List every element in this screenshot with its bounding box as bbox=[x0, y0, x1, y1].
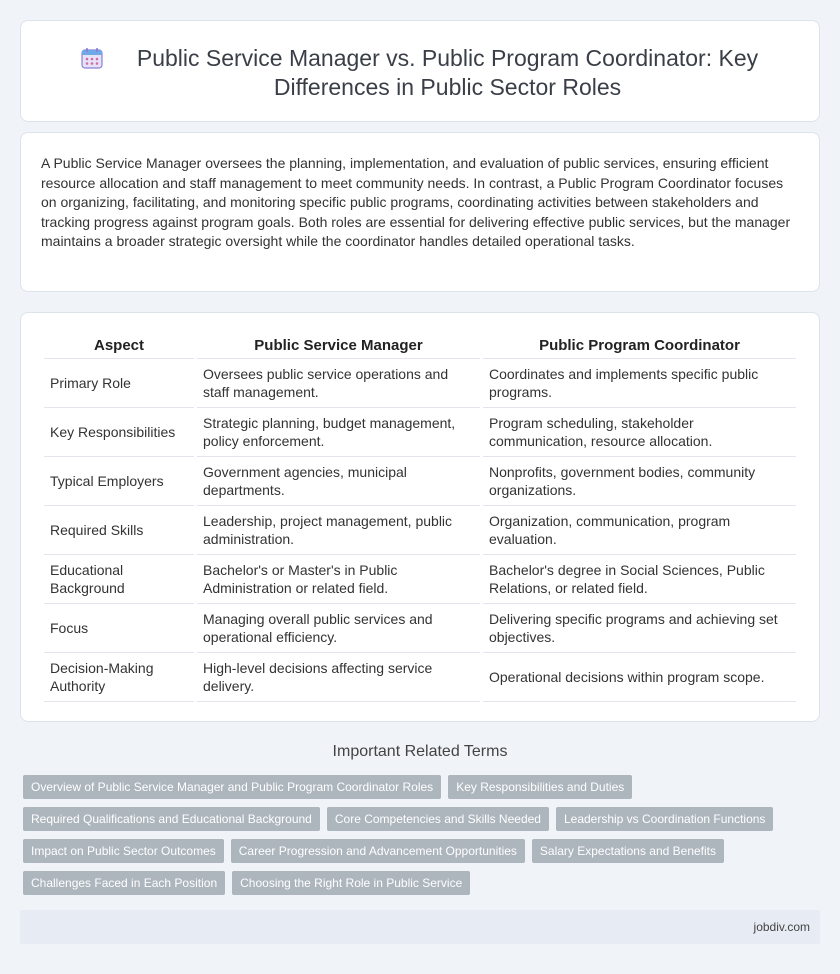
table-row bbox=[44, 555, 796, 604]
table-row bbox=[44, 359, 796, 408]
related-term-tag[interactable]: Core Competencies and Skills Needed bbox=[327, 807, 549, 831]
table-cell-coordinator: Coordinates and implements specific public programs. bbox=[483, 359, 796, 408]
footer-site-link[interactable]: jobdiv.com bbox=[753, 920, 810, 934]
table-row bbox=[44, 506, 796, 555]
column-header-aspect: Aspect bbox=[44, 333, 194, 359]
table-row bbox=[44, 604, 796, 653]
table-row bbox=[44, 408, 796, 457]
related-term-tag[interactable]: Salary Expectations and Benefits bbox=[532, 839, 724, 863]
table-cell-manager: Bachelor's or Master's in Public Administration or related field. bbox=[197, 555, 480, 604]
intro-paragraph: A Public Service Manager oversees the planning, implementation, and evaluation of public services, ensuring efficient resource allocation and staff management to meet community needs. In contrast, a Public Program Coordinator focuses on organizing, facilitating, and monitoring specific public programs, coordinating activities between stakeholders and tracking progress against program goals. Both roles are essential for delivering effective public services, but the manager maintains a broader strategic oversight while the coordinator handles detailed operational tasks. bbox=[41, 155, 791, 249]
footer bbox=[20, 910, 820, 944]
table-cell-aspect: Typical Employers bbox=[44, 457, 194, 506]
table-cell-coordinator: Program scheduling, stakeholder communication, resource allocation. bbox=[483, 408, 796, 457]
related-term-tag[interactable]: Overview of Public Service Manager and Public Program Coordinator Roles bbox=[23, 775, 441, 799]
related-term-tag[interactable]: Impact on Public Sector Outcomes bbox=[23, 839, 224, 863]
comparison-table bbox=[41, 333, 799, 702]
table-cell-aspect: Focus bbox=[44, 604, 194, 653]
page-title: Public Service Manager vs. Public Program Coordinator: Key Differences in Public Sector Roles bbox=[136, 45, 759, 100]
table-header-row bbox=[44, 333, 796, 359]
related-term-tag[interactable]: Career Progression and Advancement Opportunities bbox=[231, 839, 525, 863]
table-cell-manager: Strategic planning, budget management, policy enforcement. bbox=[197, 408, 480, 457]
table-cell-coordinator: Organization, communication, program evaluation. bbox=[483, 506, 796, 555]
intro-card bbox=[20, 132, 820, 292]
related-term-tag[interactable]: Key Responsibilities and Duties bbox=[448, 775, 632, 799]
column-header-coordinator: Public Program Coordinator bbox=[483, 333, 796, 359]
table-cell-manager: Government agencies, municipal departments. bbox=[197, 457, 480, 506]
related-terms-list bbox=[23, 775, 803, 903]
related-term-tag[interactable]: Required Qualifications and Educational Background bbox=[23, 807, 320, 831]
table-cell-aspect: Decision-Making Authority bbox=[44, 653, 194, 702]
table-cell-coordinator: Nonprofits, government bodies, community organizations. bbox=[483, 457, 796, 506]
table-cell-aspect: Required Skills bbox=[44, 506, 194, 555]
table-row bbox=[44, 457, 796, 506]
table-cell-manager: Managing overall public services and operational efficiency. bbox=[197, 604, 480, 653]
related-terms-heading: Important Related Terms bbox=[332, 743, 508, 760]
table-cell-aspect: Primary Role bbox=[44, 359, 194, 408]
tag-row bbox=[23, 807, 803, 831]
table-cell-coordinator: Operational decisions within program scope. bbox=[483, 653, 796, 702]
table-cell-manager: Leadership, project management, public administration. bbox=[197, 506, 480, 555]
table-row bbox=[44, 653, 796, 702]
related-term-tag[interactable]: Challenges Faced in Each Position bbox=[23, 871, 225, 895]
related-term-tag[interactable]: Leadership vs Coordination Functions bbox=[556, 807, 773, 831]
comparison-table-card bbox=[20, 312, 820, 722]
tag-row bbox=[23, 839, 803, 863]
column-header-manager: Public Service Manager bbox=[197, 333, 480, 359]
table-cell-aspect: Key Responsibilities bbox=[44, 408, 194, 457]
tag-row bbox=[23, 871, 803, 895]
table-cell-manager: Oversees public service operations and staff management. bbox=[197, 359, 480, 408]
tag-row bbox=[23, 775, 803, 799]
table-cell-coordinator: Delivering specific programs and achieving set objectives. bbox=[483, 604, 796, 653]
related-term-tag[interactable]: Choosing the Right Role in Public Service bbox=[232, 871, 470, 895]
title-card bbox=[20, 20, 820, 122]
table-cell-coordinator: Bachelor's degree in Social Sciences, Public Relations, or related field. bbox=[483, 555, 796, 604]
table-cell-aspect: Educational Background bbox=[44, 555, 194, 604]
table-cell-manager: High-level decisions affecting service delivery. bbox=[197, 653, 480, 702]
